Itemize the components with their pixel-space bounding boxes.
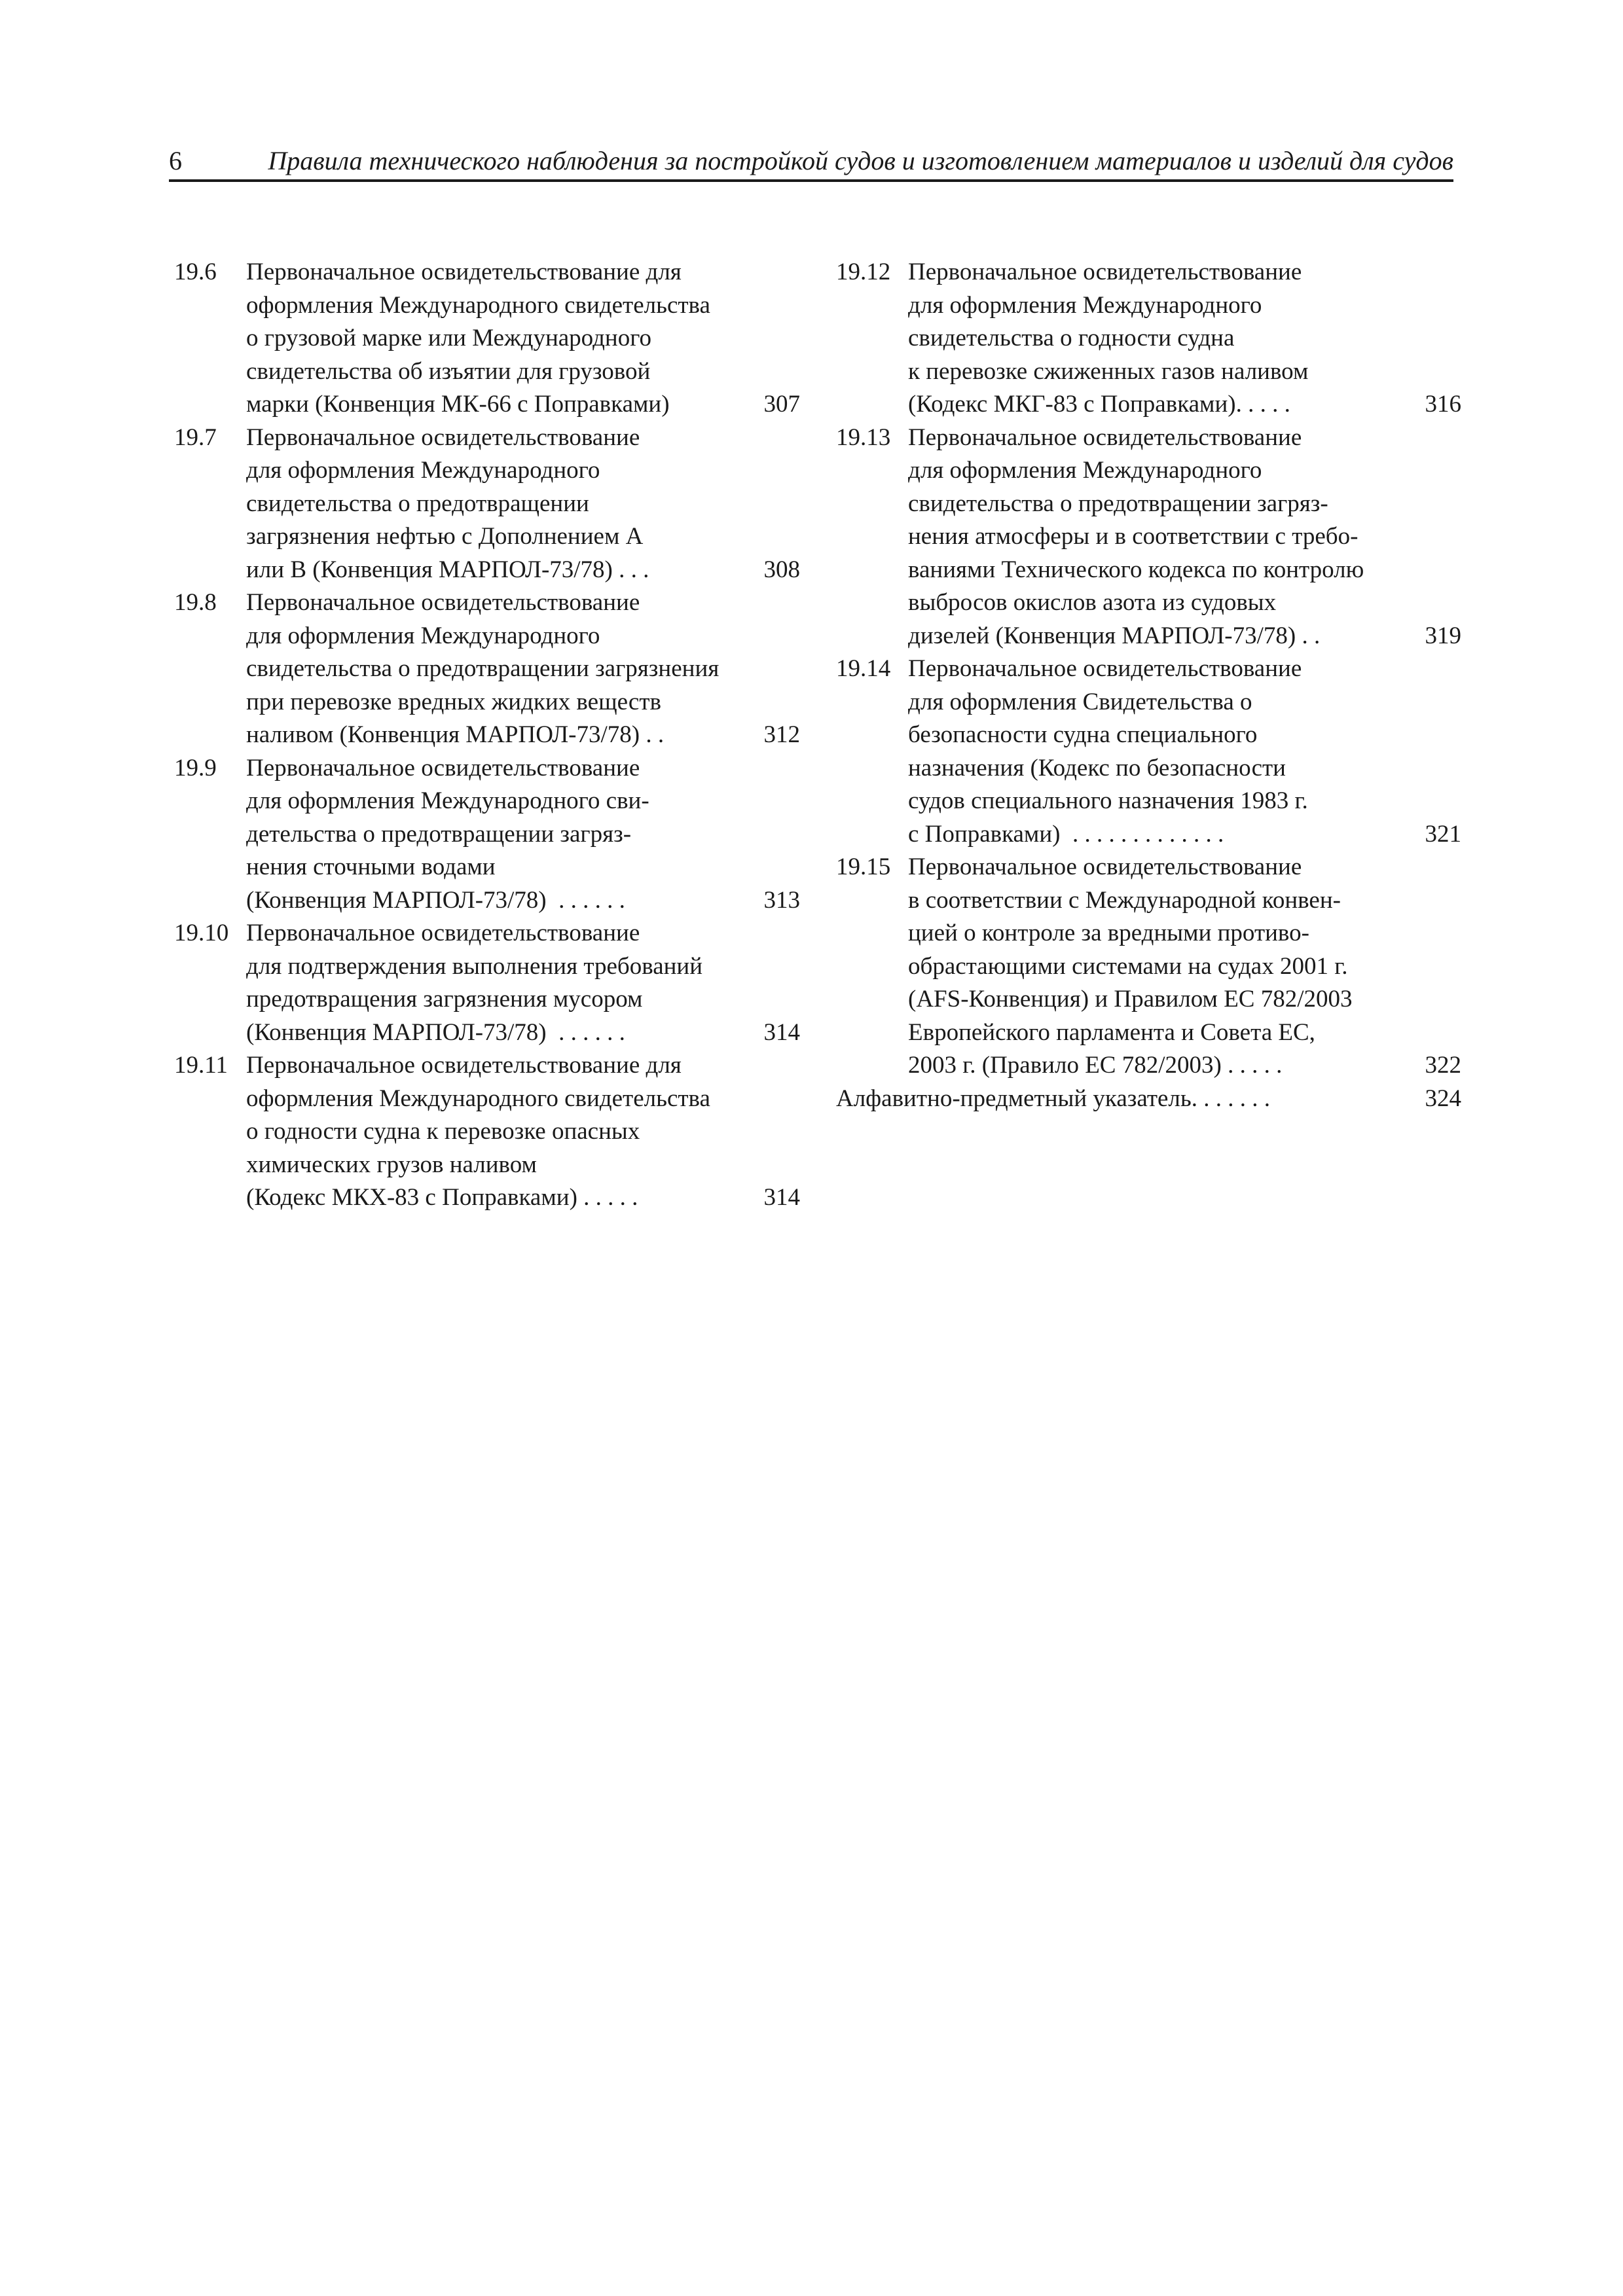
entry-line-text: оформления Международного свидетельства (246, 1085, 710, 1112)
page-reference: 324 (1425, 1085, 1461, 1112)
entry-line-text: Первоначальное освидетельствование (908, 655, 1302, 682)
entry-title-line (908, 554, 1461, 587)
page-reference: 314 (763, 1184, 800, 1211)
entry-title (246, 1049, 800, 1215)
dot-leader: . . . . . . (546, 886, 625, 914)
entry-title-line (908, 851, 1461, 884)
dot-leader: . . (1296, 622, 1321, 649)
entry-line-text: для оформления Свидетельства о (908, 688, 1252, 715)
entry-title (246, 586, 800, 752)
entry-title-line (908, 785, 1461, 818)
entry-line-text: Первоначальное освидетельствование для (246, 1052, 682, 1079)
entry-title (908, 851, 1461, 1083)
entry-number: 19.8 (174, 589, 217, 616)
entry-title-line (908, 1049, 1461, 1083)
index-entry-text: Алфавитно-предметный указатель (836, 1085, 1192, 1112)
entry-line-text: или В (Конвенция МАРПОЛ-73/78) (246, 556, 613, 583)
entry-line-text: 2003 г. (Правило ЕС 782/2003) (908, 1052, 1222, 1079)
entry-title-line (246, 620, 800, 653)
toc-entry[interactable] (174, 586, 800, 752)
entry-line-text: Первоначальное освидетельствование (246, 754, 640, 781)
entry-title-line (246, 983, 800, 1016)
entry-line-text: свидетельства о предотвращении загряз- (908, 490, 1328, 517)
entry-line-text: Первоначальное освидетельствование (908, 853, 1302, 880)
entry-title-line (908, 752, 1461, 785)
entry-title-line (246, 520, 800, 554)
page-reference: 312 (763, 721, 800, 748)
entry-line-text: предотвращения загрязнения мусором (246, 986, 643, 1013)
entry-title-line (246, 686, 800, 719)
entry-line-text: (Конвенция МАРПОЛ-73/78) (246, 1018, 547, 1046)
entry-line-text: дизелей (Конвенция МАРПОЛ-73/78) (908, 622, 1296, 649)
entry-line-text: марки (Конвенция МК-66 с Поправками) (246, 391, 670, 418)
entry-title-line (246, 818, 800, 852)
entry-line-text: оформления Международного свидетельства (246, 291, 710, 319)
entry-number: 19.14 (836, 655, 891, 682)
entry-title-line (908, 488, 1461, 521)
toc-entry[interactable] (174, 1049, 800, 1215)
dot-leader: . . . . . . (546, 1018, 625, 1046)
entry-number: 19.12 (836, 259, 891, 285)
toc-entry[interactable] (836, 851, 1461, 1083)
entry-title (908, 422, 1461, 653)
toc-entry[interactable] (174, 256, 800, 422)
dot-leader: . . (640, 721, 665, 748)
entry-title-line (246, 1049, 800, 1083)
entry-title-line (908, 818, 1461, 852)
entry-title-line (908, 422, 1461, 455)
toc-entry[interactable] (836, 653, 1461, 851)
entry-title-line (908, 454, 1461, 488)
entry-title-line (908, 355, 1461, 389)
entry-title-line (246, 884, 800, 918)
entry-title (908, 256, 1461, 422)
entry-line-text: нения сточными водами (246, 853, 496, 880)
entry-title-line (246, 454, 800, 488)
entry-title-line (246, 554, 800, 587)
entry-title-line (908, 586, 1461, 620)
entry-line-text: свидетельства о предотвращении загрязнения (246, 655, 720, 682)
entry-line-text: (AFS-Конвенция) и Правилом ЕС 782/2003 (908, 986, 1353, 1013)
entry-line-text: Первоначальное освидетельствование для (246, 259, 682, 285)
entry-line-text: для оформления Международного (908, 291, 1262, 319)
entry-line-text: химических грузов наливом (246, 1151, 537, 1178)
entry-line-text: с Поправками) (908, 820, 1061, 848)
entry-line-text: Первоначальное освидетельствование (246, 423, 640, 451)
entry-title-line (246, 586, 800, 620)
entry-line-text: цией о контроле за вредными противо- (908, 920, 1309, 946)
entry-title-line (246, 950, 800, 984)
entry-line-text: о грузовой марке или Международного (246, 325, 651, 351)
entry-title-line (908, 653, 1461, 686)
toc-right-column (836, 256, 1461, 1115)
entry-line-text: о годности судна к перевозке опасных (246, 1118, 640, 1145)
entry-title-line (246, 719, 800, 752)
entry-title-line (246, 851, 800, 884)
entry-line-text: в соответствии с Международной конвен- (908, 886, 1341, 914)
entry-title-line (908, 520, 1461, 554)
entry-line-text: (Кодекс МКХ-83 с Поправками) (246, 1184, 577, 1211)
entry-title-line (246, 1083, 800, 1116)
dot-leader: . . . . . (577, 1184, 638, 1211)
page-reference: 308 (763, 556, 800, 583)
page-header (169, 143, 1453, 182)
entry-title (246, 422, 800, 587)
entry-title-line (908, 620, 1461, 653)
page-reference: 321 (1425, 820, 1461, 848)
entry-title (246, 917, 800, 1049)
entry-line-text: выбросов окислов азота из судовых (908, 589, 1277, 616)
entry-line-text: (Кодекс МКГ-83 с Поправками) (908, 391, 1236, 418)
entry-title-line (908, 950, 1461, 984)
entry-title-line (246, 388, 800, 422)
entry-title (908, 653, 1461, 851)
toc-entry[interactable] (174, 422, 800, 587)
index-entry[interactable] (836, 1083, 1461, 1116)
dot-leader: . . . . . . . (1191, 1085, 1271, 1112)
toc-entry[interactable] (836, 256, 1461, 422)
entry-title-line (908, 256, 1461, 289)
entry-title-line (246, 1016, 800, 1050)
entry-line-text: Первоначальное освидетельствование (908, 423, 1302, 451)
entry-line-text: Первоначальное освидетельствование (246, 589, 640, 616)
page-reference: 314 (763, 1018, 800, 1046)
entry-line-text: при перевозке вредных жидких веществ (246, 688, 661, 715)
entry-number: 19.13 (836, 423, 891, 451)
entry-title-line (246, 653, 800, 686)
entry-line-text: для оформления Международного сви- (246, 787, 649, 814)
entry-title-line (908, 917, 1461, 950)
page-reference: 319 (1425, 622, 1461, 649)
entry-line-text: ваниями Технического кодекса по контролю (908, 556, 1364, 583)
entry-line-text: свидетельства о предотвращении (246, 490, 589, 517)
entry-title-line (246, 1181, 800, 1215)
entry-title-line (246, 488, 800, 521)
entry-line-text: судов специального назначения 1983 г. (908, 787, 1308, 814)
entry-number: 19.9 (174, 754, 217, 781)
entry-line-text: для оформления Международного (246, 622, 600, 649)
entry-line-text: Первоначальное освидетельствование (246, 920, 640, 946)
entry-title-line (246, 256, 800, 289)
entry-title-line (246, 917, 800, 950)
page-number: 6 (169, 146, 182, 175)
dot-leader: . . . . . . . . . . . . . (1060, 820, 1224, 848)
entry-line-text: обрастающими системами на судах 2001 г. (908, 952, 1348, 980)
entry-line-text: к перевозке сжиженных газов наливом (908, 357, 1309, 385)
entry-title-line (908, 388, 1461, 422)
entry-title-line (246, 752, 800, 785)
entry-number: 19.7 (174, 423, 217, 451)
entry-line-text: свидетельства о годности судна (908, 325, 1235, 351)
entry-title-line (246, 785, 800, 818)
entry-title-line (908, 1016, 1461, 1050)
running-title: Правила технического наблюдения за постройкой судов и изготовлением материалов и изделий для судов (268, 146, 1453, 175)
entry-title-line (246, 1149, 800, 1182)
entry-line-text: детельства о предотвращении загряз- (246, 820, 632, 848)
page-reference: 322 (1425, 1052, 1461, 1079)
entry-title-line (908, 884, 1461, 918)
entry-line-text: загрязнения нефтью с Дополнением А (246, 523, 644, 550)
entry-title-line (908, 322, 1461, 355)
toc-left-column (174, 256, 800, 1215)
toc-entry[interactable] (836, 422, 1461, 653)
entry-title-line (246, 355, 800, 389)
entry-number: 19.6 (174, 259, 217, 285)
entry-line-text: Европейского парламента и Совета ЕС, (908, 1018, 1315, 1046)
entry-title-line (908, 719, 1461, 752)
entry-line-text: для подтверждения выполнения требований (246, 952, 703, 980)
entry-title-line (908, 289, 1461, 323)
entry-line-text: наливом (Конвенция МАРПОЛ-73/78) (246, 721, 640, 748)
dot-leader: . . . . . (1221, 1052, 1283, 1079)
entry-title-line (246, 422, 800, 455)
dot-leader: . . . . . (1235, 391, 1290, 418)
entry-title-line (908, 983, 1461, 1016)
page-reference: 307 (763, 391, 800, 418)
dot-leader: . . . (612, 556, 649, 583)
entry-title-line (246, 322, 800, 355)
entry-title-line (908, 686, 1461, 719)
entry-title-line (246, 289, 800, 323)
page-reference: 313 (763, 886, 800, 914)
entry-line-text: назначения (Кодекс по безопасности (908, 754, 1286, 781)
toc-entry[interactable] (174, 752, 800, 918)
entry-line-text: для оформления Международного (246, 457, 600, 484)
entry-title (246, 256, 800, 422)
entry-line-text: свидетельства об изъятии для грузовой (246, 357, 651, 385)
entry-line-text: для оформления Международного (908, 457, 1262, 484)
entry-number: 19.10 (174, 920, 229, 946)
entry-line-text: (Конвенция МАРПОЛ-73/78) (246, 886, 547, 914)
toc-entry[interactable] (174, 917, 800, 1049)
entry-title (246, 752, 800, 918)
entry-number: 19.15 (836, 853, 891, 880)
entry-line-text: нения атмосферы и в соответствии с требо- (908, 523, 1359, 550)
entry-line-text: Первоначальное освидетельствование (908, 259, 1302, 285)
entry-title-line (246, 1115, 800, 1149)
page-reference: 316 (1425, 391, 1461, 418)
entry-line-text: безопасности судна специального (908, 721, 1258, 748)
entry-number: 19.11 (174, 1052, 228, 1079)
